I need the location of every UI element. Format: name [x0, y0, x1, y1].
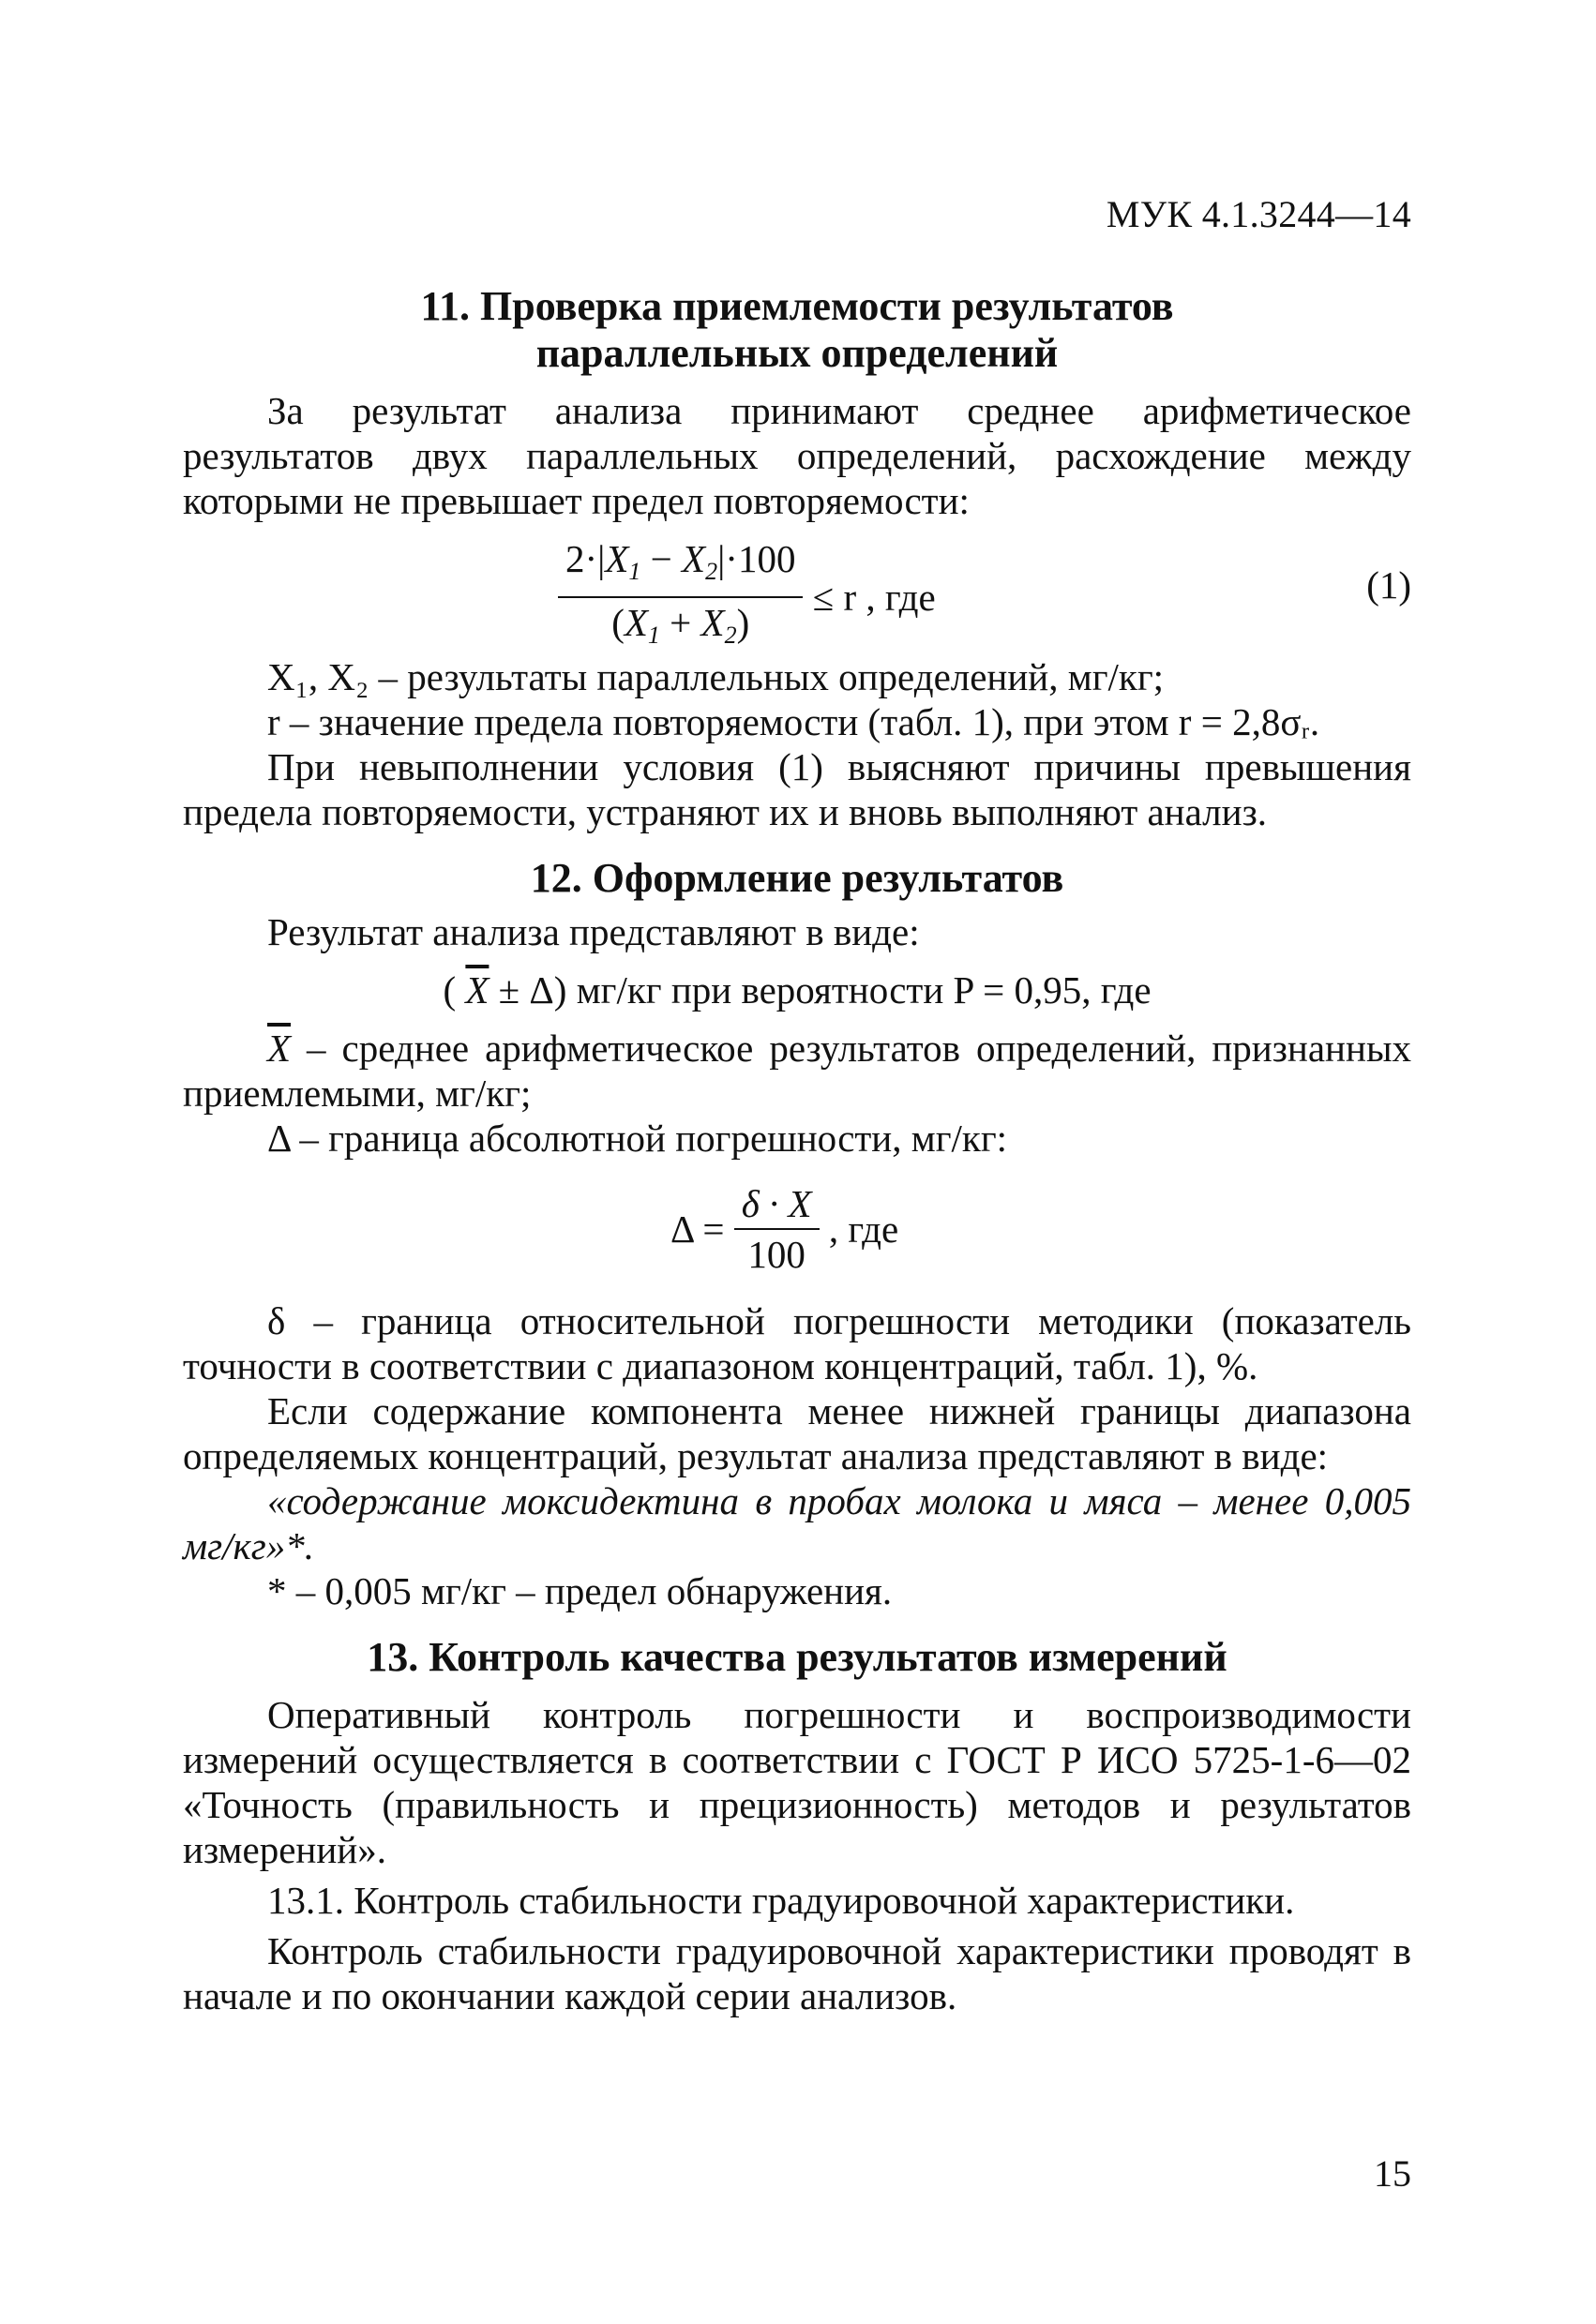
section-11-title-line1: 11. Проверка приемлемости результатов [420, 283, 1174, 329]
footnote-detection-limit: * – 0,005 мг/кг – предел обнаружения. [267, 1569, 893, 1612]
section-11-definitions [183, 654, 1411, 834]
italic-result-form: «содержание моксидектина в пробах молока и мяса – менее 0,005 мг/кг»*. [183, 1479, 1411, 1567]
result-form: ( $\overline{X} \pm \Delta$) мг/кг при вероятности P = 0,95, где [443, 968, 1152, 1012]
section-13-body [183, 1692, 1411, 2018]
section-11 [183, 283, 1411, 377]
section-12-title: 12. Оформление результатов [530, 855, 1064, 901]
formula-1-fraction [558, 536, 803, 658]
section-11-body [183, 388, 1411, 523]
section-12-body-2 [183, 1298, 1411, 1613]
section-11-title-line2: параллельных определений [535, 330, 1059, 376]
page-number: 15 [1374, 2152, 1411, 2195]
document-page [183, 0, 1411, 2324]
section-13 [183, 1634, 1411, 1681]
section-11-paragraph-2: При невыполнении условия (1) выясняют причины превышения предела повторяемости, устраняют их и вновь выполняют анализ. [183, 745, 1411, 833]
formula-1-denominator: $(X_1 + X_2)$ [611, 601, 750, 649]
formula-1-relation: ≤ r , где [812, 576, 936, 619]
section-13-paragraph-2: Контроль стабильности градуировочной характеристики проводят в начале и по окончании каждой серии анализов. [183, 1929, 1411, 2017]
delta-formula-fraction: $\frac{\delta \cdot X}{100}$ [734, 1181, 820, 1277]
delta-formula-expression: Δ = $\frac{\delta \cdot X}{100}$ , где [670, 1182, 899, 1276]
definition-delta: Δ – граница абсолютной погрешности, мг/кг: [267, 1117, 1008, 1160]
section-11-paragraph: За результат анализа принимают среднее арифметическое результатов двух параллельных определений, расхождение между которыми не превышает предел повторяемости: [183, 389, 1411, 522]
definition-x1-x2: X₁, X₂ – результаты параллельных определений, мг/кг; [267, 655, 1165, 698]
section-12-body [183, 909, 1411, 1161]
definition-delta-relative: δ – граница относительной погрешности методики (показатель точности в соответствии с диапазоном концентраций, табл. 1), %. [183, 1299, 1411, 1387]
formula-1-number: (1) [1366, 563, 1411, 607]
document-code: МУК 4.1.3244—14 [1106, 193, 1411, 235]
formula-1-expression [558, 536, 936, 658]
formula-1 [183, 536, 1411, 649]
definition-xbar: $\overline{X}$ – среднее арифметическое результатов определений, признанных приемлемыми, мг/кг; [183, 1027, 1411, 1115]
section-13-paragraph: Оперативный контроль погрешности и воспроизводимости измерений осуществляется в соответствии с ГОСТ Р ИСО 5725-1-6—02 «Точность (правильность и прецизионность) методов и результатов измерений». [183, 1693, 1411, 1871]
definition-r: r – значение предела повторяемости (табл. 1), при этом r = 2,8σᵣ. [267, 700, 1320, 743]
subsection-13-1: 13.1. Контроль стабильности градуировочной характеристики. [267, 1879, 1295, 1922]
section-12-intro: Результат анализа представляют в виде: [267, 910, 920, 953]
formula-1-numerator: $2\cdot|X_1 - X_2|\cdot 100$ [558, 536, 803, 598]
section-13-title: 13. Контроль качества результатов измерений [367, 1634, 1227, 1680]
delta-formula [183, 1181, 1411, 1284]
section-12-paragraph-if: Если содержание компонента менее нижней границы диапазона определяемых концентраций, результат анализа представляют в виде: [183, 1389, 1411, 1477]
section-12 [183, 855, 1411, 902]
